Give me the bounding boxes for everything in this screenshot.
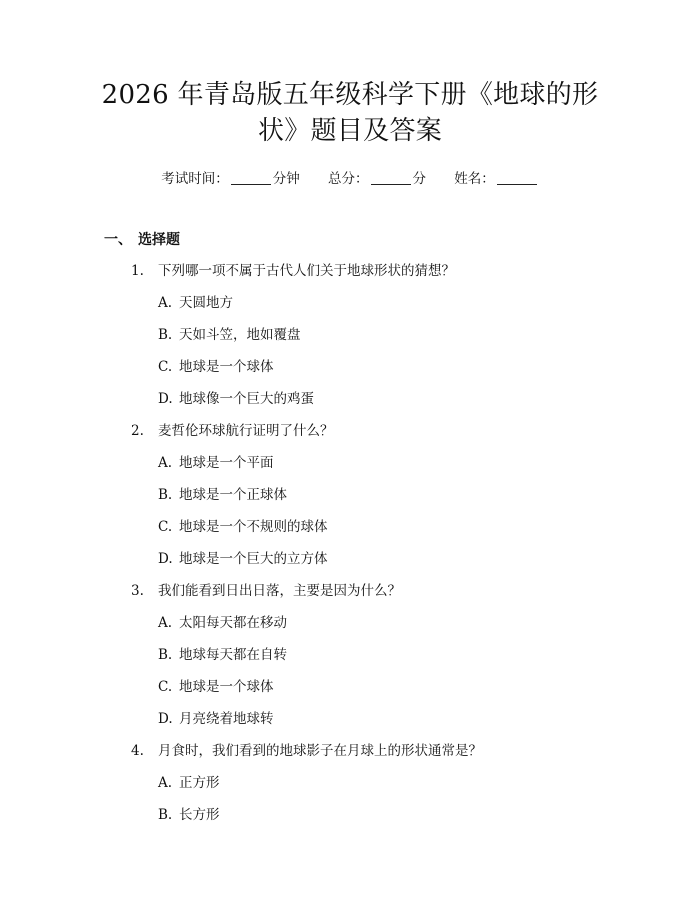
question-list (0, 255, 700, 831)
question-stem (0, 575, 700, 607)
option-3a (0, 607, 700, 639)
student-name-field (454, 168, 539, 189)
question-text: 下列哪一项不属于古代人们关于地球形状的猜想？ (158, 263, 455, 279)
question-number: 1. (131, 263, 144, 279)
option-1c (0, 351, 700, 383)
exam-time-label: 考试时间： (161, 171, 229, 187)
option-text: 天如斗笠，地如覆盘 (179, 327, 301, 343)
option-text: 地球是一个正球体 (179, 487, 287, 503)
option-letter: A. (158, 615, 173, 631)
option-4b (0, 799, 700, 831)
section-heading (104, 230, 180, 250)
total-score-label: 总分： (328, 171, 369, 187)
question-number: 2. (131, 423, 144, 439)
option-text: 地球是一个球体 (179, 359, 274, 375)
option-letter: A. (158, 295, 173, 311)
question-3 (0, 575, 700, 735)
question-text: 月食时，我们看到的地球影子在月球上的形状通常是？ (158, 743, 482, 759)
total-score-unit: 分 (412, 171, 426, 187)
option-3c (0, 671, 700, 703)
option-text: 太阳每天都在移动 (179, 615, 287, 631)
option-letter: B. (158, 487, 173, 503)
option-text: 地球每天都在自转 (179, 647, 287, 663)
question-stem (0, 735, 700, 767)
option-letter: B. (158, 647, 173, 663)
question-number: 4. (131, 743, 144, 759)
question-stem (0, 415, 700, 447)
option-2b (0, 479, 700, 511)
total-score-blank (371, 168, 411, 185)
option-2c (0, 511, 700, 543)
option-text: 地球是一个平面 (179, 455, 274, 471)
option-letter: C. (158, 359, 173, 375)
question-1 (0, 255, 700, 415)
option-4a (0, 767, 700, 799)
option-text: 天圆地方 (179, 295, 233, 311)
option-letter: C. (158, 679, 173, 695)
option-text: 地球是一个球体 (179, 679, 274, 695)
exam-info-line (0, 168, 700, 189)
document-title: 2026 年青岛版五年级科学下册《地球的形状》题目及答案 (101, 80, 599, 146)
section-number: 一、 (104, 232, 132, 248)
option-1b (0, 319, 700, 351)
question-text: 我们能看到日出日落，主要是因为什么？ (158, 583, 401, 599)
option-letter: D. (158, 551, 173, 567)
option-letter: D. (158, 711, 173, 727)
option-3d (0, 703, 700, 735)
option-letter: A. (158, 775, 173, 791)
question-number: 3. (131, 583, 144, 599)
option-text: 正方形 (179, 775, 220, 791)
option-letter: B. (158, 807, 173, 823)
option-text: 月亮绕着地球转 (179, 711, 274, 727)
option-text: 长方形 (179, 807, 220, 823)
question-2 (0, 415, 700, 575)
section-title: 选择题 (138, 232, 180, 248)
total-score-field (328, 168, 426, 189)
option-letter: C. (158, 519, 173, 535)
option-letter: B. (158, 327, 173, 343)
question-4 (0, 735, 700, 831)
option-text: 地球是一个不规则的球体 (179, 519, 328, 535)
option-3b (0, 639, 700, 671)
question-text: 麦哲伦环球航行证明了什么？ (158, 423, 334, 439)
option-2a (0, 447, 700, 479)
student-name-label: 姓名： (454, 171, 495, 187)
option-text: 地球像一个巨大的鸡蛋 (179, 391, 314, 407)
option-text: 地球是一个巨大的立方体 (179, 551, 328, 567)
option-letter: A. (158, 455, 173, 471)
option-1a (0, 287, 700, 319)
question-stem (0, 255, 700, 287)
exam-time-field (161, 168, 300, 189)
option-1d (0, 383, 700, 415)
student-name-blank (497, 168, 537, 185)
exam-time-unit: 分钟 (272, 171, 300, 187)
option-letter: D. (158, 391, 173, 407)
option-2d (0, 543, 700, 575)
exam-time-blank (231, 168, 271, 185)
